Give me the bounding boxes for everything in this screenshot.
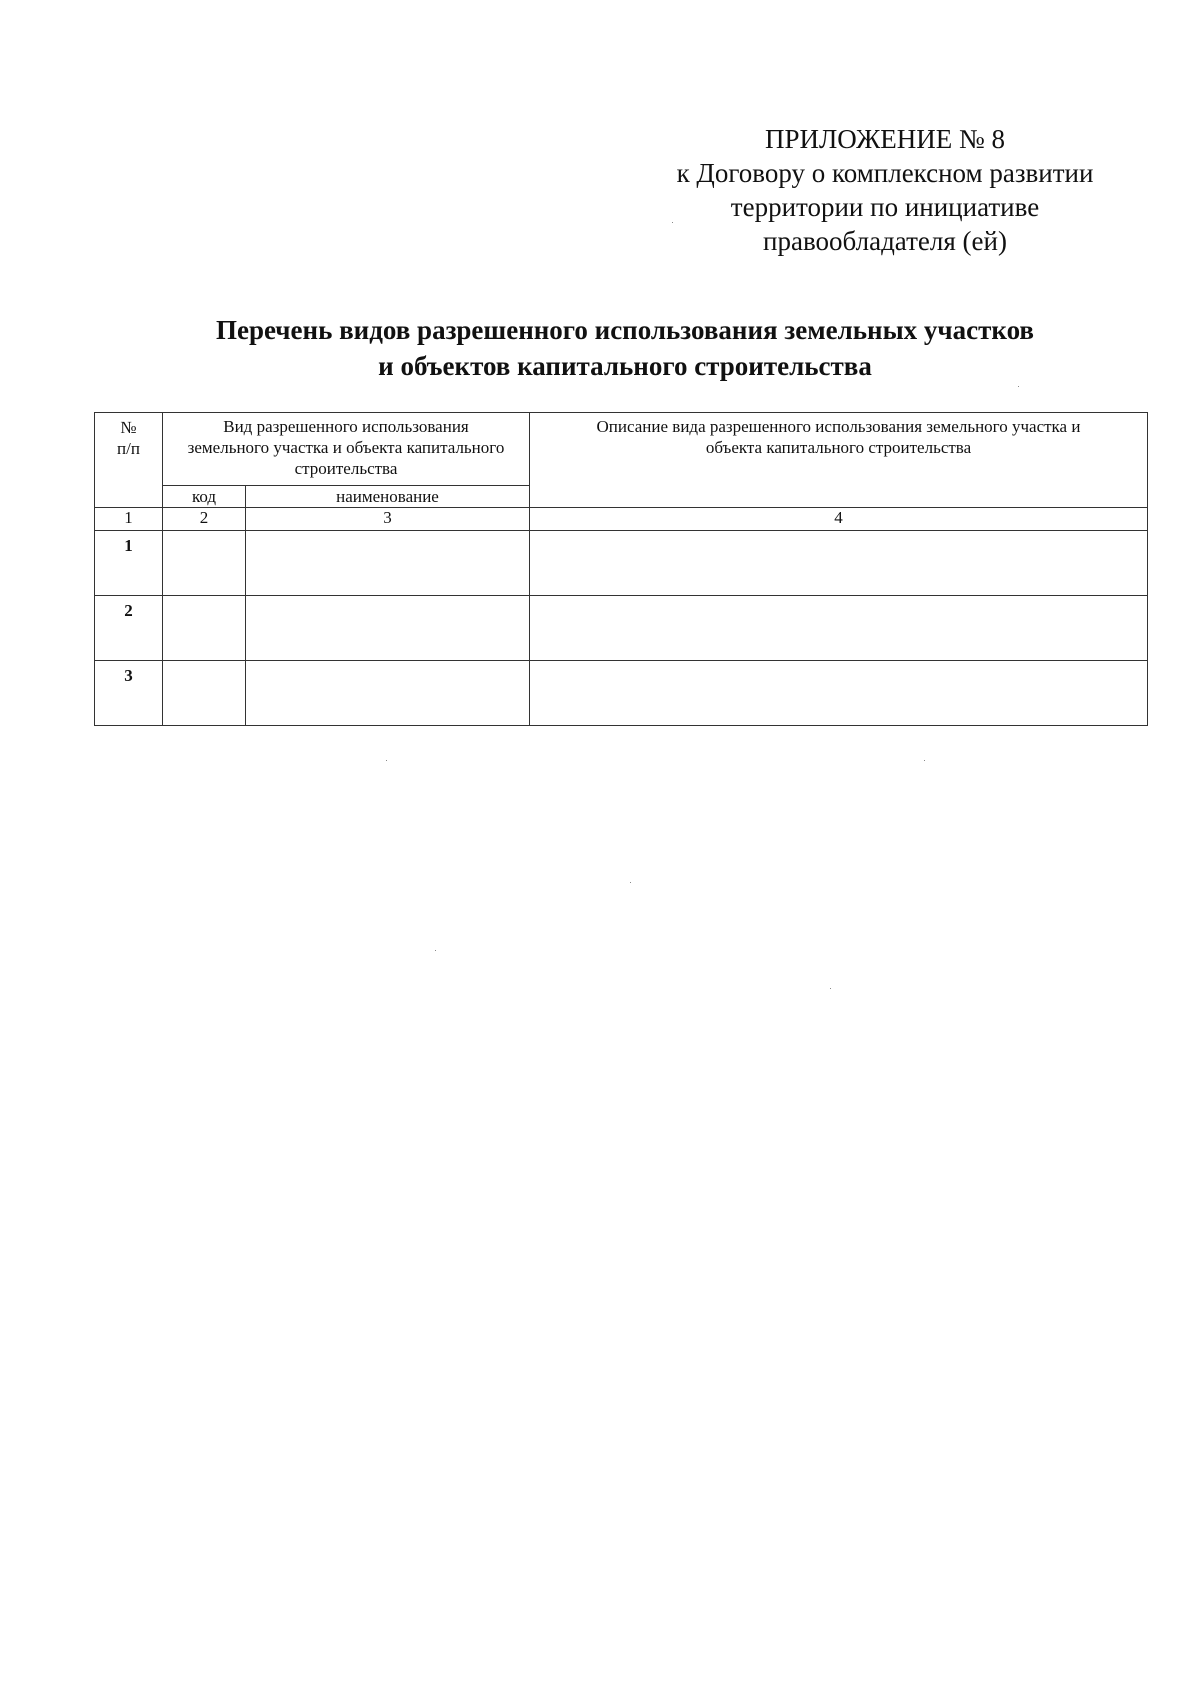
appendix-reference-line-3: правообладателя (ей) bbox=[763, 226, 1007, 256]
row-code-cell bbox=[163, 531, 246, 596]
row-name-cell bbox=[246, 531, 530, 596]
row-code-cell bbox=[163, 661, 246, 726]
table-header-row bbox=[95, 413, 1148, 486]
header-description-line-2: объекта капитального строительства bbox=[705, 438, 972, 457]
scan-speck bbox=[1018, 386, 1019, 387]
row-name-cell bbox=[246, 661, 530, 726]
scan-speck bbox=[630, 882, 631, 883]
scan-speck bbox=[435, 950, 436, 951]
row-index: 1 bbox=[95, 531, 163, 596]
document-title-line-2: и объектов капитального строительства bbox=[378, 351, 872, 381]
table-row bbox=[95, 661, 1148, 726]
appendix-header bbox=[640, 122, 1130, 258]
table-row bbox=[95, 531, 1148, 596]
column-number-row bbox=[95, 508, 1148, 531]
header-description-cell bbox=[530, 413, 1148, 508]
row-description-cell bbox=[530, 531, 1148, 596]
header-description-line-1: Описание вида разрешенного использования земельного участка и bbox=[596, 417, 1081, 436]
column-number-4: 4 bbox=[530, 508, 1148, 531]
table-row bbox=[95, 596, 1148, 661]
header-use-type-cell bbox=[163, 413, 530, 486]
header-number-abbrev: п/п bbox=[117, 439, 140, 458]
document-title-line-1: Перечень видов разрешенного использования земельных участков bbox=[215, 315, 1034, 345]
row-index: 2 bbox=[95, 596, 163, 661]
header-use-type-line-3: строительства bbox=[294, 459, 398, 478]
scan-speck bbox=[672, 222, 673, 223]
scan-speck bbox=[830, 988, 831, 989]
scan-speck bbox=[386, 760, 387, 761]
header-name-cell: наименование bbox=[246, 486, 530, 508]
header-number-symbol: № bbox=[120, 418, 137, 437]
row-code-cell bbox=[163, 596, 246, 661]
row-description-cell bbox=[530, 596, 1148, 661]
document-title bbox=[90, 312, 1160, 384]
row-index: 3 bbox=[95, 661, 163, 726]
header-code-cell: код bbox=[163, 486, 246, 508]
row-description-cell bbox=[530, 661, 1148, 726]
appendix-number: ПРИЛОЖЕНИЕ № 8 bbox=[764, 124, 1006, 154]
column-number-1: 1 bbox=[95, 508, 163, 531]
appendix-reference-line-2: территории по инициативе bbox=[730, 192, 1040, 222]
column-number-3: 3 bbox=[246, 508, 530, 531]
header-use-type-line-1: Вид разрешенного использования bbox=[223, 417, 469, 436]
permitted-use-table bbox=[94, 412, 1148, 726]
scan-speck bbox=[924, 760, 925, 761]
appendix-reference-line-1: к Договору о комплексном развитии bbox=[676, 158, 1094, 188]
header-number-cell bbox=[95, 413, 163, 508]
header-use-type-line-2: земельного участка и объекта капитального bbox=[187, 438, 505, 457]
column-number-2: 2 bbox=[163, 508, 246, 531]
row-name-cell bbox=[246, 596, 530, 661]
